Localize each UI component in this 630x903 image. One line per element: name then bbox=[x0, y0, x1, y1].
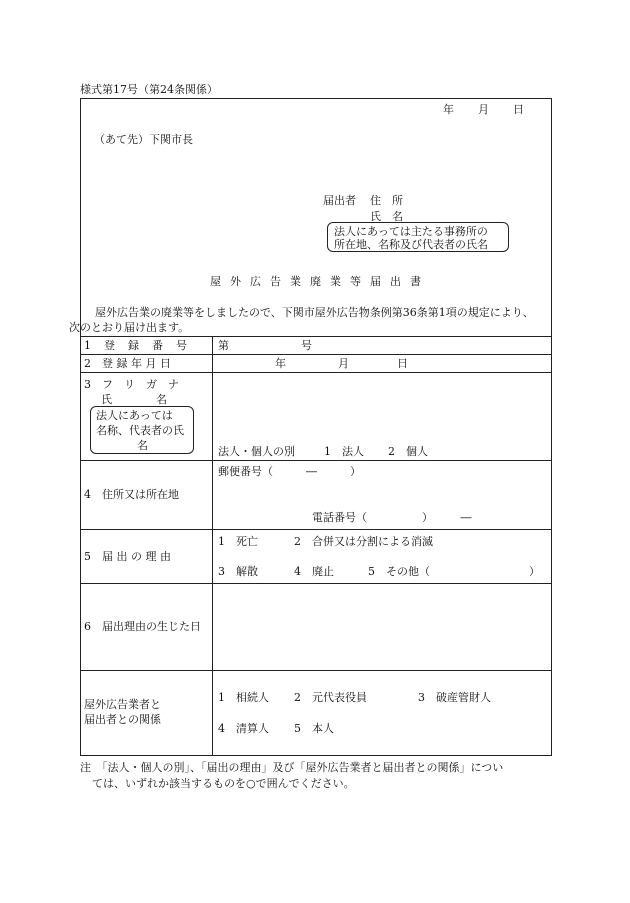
applicant-label: 届出者 bbox=[323, 194, 356, 207]
date-month-label: 月 bbox=[478, 103, 489, 116]
reason-opt-merger[interactable]: 2 合併又は分割による消滅 bbox=[294, 535, 433, 548]
reg-date-month: 月 bbox=[338, 357, 349, 370]
row-divider bbox=[80, 670, 552, 671]
row-divider bbox=[80, 354, 552, 355]
intro-text bbox=[69, 305, 548, 335]
intro-line-2: 次のとおり届け出ます。 bbox=[69, 321, 190, 334]
row-divider bbox=[80, 583, 552, 584]
form-id: 様式第17号（第24条関係） bbox=[80, 83, 218, 96]
relation-label-2: 届出者との関係 bbox=[84, 713, 161, 726]
row-divider bbox=[80, 460, 552, 461]
name-note-1: 法人にあっては bbox=[96, 409, 173, 422]
row-divider bbox=[80, 372, 552, 373]
relation-opt-self[interactable]: 5 本人 bbox=[294, 722, 334, 735]
reg-no-label: 1 登 録 番 号 bbox=[84, 339, 188, 352]
reg-date-day: 日 bbox=[397, 357, 408, 370]
name-note-3: 名 bbox=[137, 439, 148, 452]
reason-opt-dissolution[interactable]: 3 解散 bbox=[218, 565, 258, 578]
reason-date-label: 6 届出理由の生じた日 bbox=[84, 620, 201, 633]
relation-opt-former-rep[interactable]: 2 元代表役員 bbox=[294, 691, 367, 704]
applicant-corp-note-1: 法人にあっては主たる事務所の bbox=[334, 225, 488, 238]
row-divider bbox=[80, 529, 552, 530]
reg-date-label: 2 登 録 年 月 日 bbox=[84, 357, 171, 370]
date-year-label: 年 bbox=[443, 103, 454, 116]
relation-label-1: 屋外広告業者と bbox=[84, 698, 161, 711]
entity-type-corporation[interactable]: 1 法人 bbox=[324, 445, 364, 458]
date-day-label: 日 bbox=[513, 103, 524, 116]
footnote bbox=[80, 760, 560, 792]
entity-type-individual[interactable]: 2 個人 bbox=[388, 445, 428, 458]
footnote-line-2: ては、いずれか該当するものを○で囲んでください。 bbox=[92, 777, 355, 790]
reg-no-prefix: 第 bbox=[218, 339, 229, 352]
entity-type-label: 法人・個人の別 bbox=[218, 445, 295, 458]
relation-opt-trustee[interactable]: 3 破産管財人 bbox=[418, 691, 491, 704]
reason-label: 5 届 出 の 理 由 bbox=[84, 550, 171, 563]
applicant-corp-note-2: 所在地、名称及び代表者の氏名 bbox=[334, 238, 488, 251]
relation-opt-liquidator[interactable]: 4 清算人 bbox=[218, 722, 269, 735]
name-note-2: 名称、代表者の氏 bbox=[96, 424, 184, 437]
name-label: 氏 名 bbox=[101, 393, 167, 406]
applicant-name-label: 氏 名 bbox=[370, 210, 403, 223]
applicant-address-label: 住 所 bbox=[370, 194, 403, 207]
address-label: 4 住所又は所在地 bbox=[84, 488, 179, 501]
reason-opt-other[interactable]: 5 その他（ ） bbox=[368, 565, 540, 578]
column-divider bbox=[212, 336, 213, 756]
postal-code-field[interactable]: 郵便番号（ ― ） bbox=[218, 465, 361, 478]
reg-date-year: 年 bbox=[275, 357, 286, 370]
furigana-label: 3 フ リ ガ ナ bbox=[84, 378, 179, 391]
intro-line-1: 屋外広告業の廃業等をしましたので、下関市屋外広告物条例第36条第1項の規定により、 bbox=[95, 306, 534, 319]
relation-opt-heir[interactable]: 1 相続人 bbox=[218, 691, 269, 704]
reason-opt-death[interactable]: 1 死亡 bbox=[218, 535, 258, 548]
table-top-line bbox=[80, 336, 552, 337]
document-title: 屋外広告業廃業等届出書 bbox=[210, 275, 430, 288]
phone-field[interactable]: 電話番号（ ） ― bbox=[312, 511, 472, 524]
footnote-line-1: 注 「法人・個人の別」、「届出の理由」及び「屋外広告業者と届出者との関係」につい bbox=[80, 761, 504, 774]
reason-opt-abolition[interactable]: 4 廃止 bbox=[294, 565, 334, 578]
addressee: （あて先）下関市長 bbox=[94, 133, 193, 146]
reg-no-suffix: 号 bbox=[301, 339, 312, 352]
